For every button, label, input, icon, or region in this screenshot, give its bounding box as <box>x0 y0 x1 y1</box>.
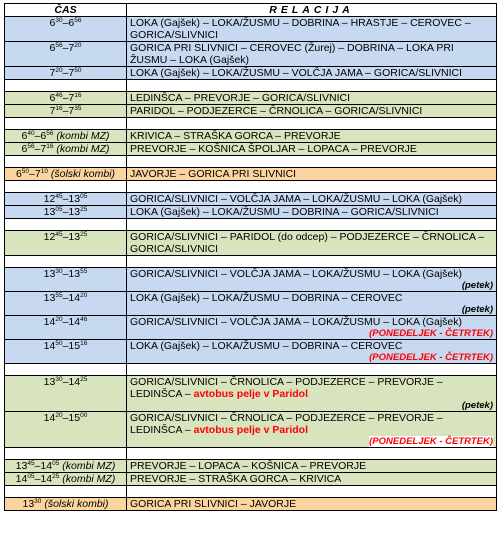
schedule-row <box>5 231 497 256</box>
spacer-row <box>5 181 497 193</box>
route-text: GORICA/SLIVNICI – PARIDOL (do odcep) – PODJEZERCE – ČRNOLICA – GORICA/SLIVNICI <box>127 231 497 256</box>
departure-time: $14^{20}-14^{46}$ <box>5 316 127 340</box>
schedule-row <box>5 193 497 206</box>
departure-time: $6^{46}-7^{16}$ <box>5 92 127 105</box>
time-column-header: ČAS <box>5 4 127 17</box>
route-text: LOKA (Gajšek) – LOKA/ŽUSMU – DOBRINA – HRASTJE – CEROVEC – GORICA/SLIVNICI <box>127 17 497 42</box>
route-text: PREVORJE – KOŠNICA ŠPOLJAR – LOPACA – PREVORJE <box>127 143 497 156</box>
spacer-row <box>5 364 497 376</box>
schedule-row <box>5 292 497 316</box>
departure-time: $6^{50}-7^{10}$ (šolski kombi) <box>5 168 127 181</box>
spacer-row <box>5 118 497 130</box>
departure-time: $6^{30}-6^{56}$ <box>5 17 127 42</box>
spacer-row <box>5 80 497 92</box>
spacer-row <box>5 219 497 231</box>
route-text: KRIVICA – STRAŠKA GORCA – PREVORJE <box>127 130 497 143</box>
route-cell <box>127 268 497 292</box>
spacer-row <box>5 156 497 168</box>
schedule-row <box>5 42 497 67</box>
departure-time: $14^{50}-15^{16}$ <box>5 340 127 364</box>
day-tag: (petek) <box>461 304 493 315</box>
route-text: LOKA (Gajšek) – LOKA/ŽUSMU – DOBRINA – CEROVEC <box>130 292 403 304</box>
route-text: GORICA/SLIVNICI – VOLČJA JAMA – LOKA/ŽUSMU – LOKA (Gajšek) <box>127 193 497 206</box>
schedule-row <box>5 143 497 156</box>
departure-time: $13^{30}$ (šolski kombi) <box>5 498 127 511</box>
day-tag: (PONEDELJEK - ČETRTEK) <box>369 352 493 363</box>
route-text: GORICA/SLIVNICI – ČRNOLICA – PODJEZERCE – PREVORJE – LEDINŠCA – <box>130 412 443 436</box>
route-cell <box>127 292 497 316</box>
route-text: LOKA (Gajšek) – LOKA/ŽUSMU – DOBRINA – CEROVEC <box>130 340 403 352</box>
departure-time: $6^{40}-6^{56}$ (kombi MZ) <box>5 130 127 143</box>
departure-time: $13^{55}-14^{20}$ <box>5 292 127 316</box>
route-column-header: RELACIJA <box>127 4 497 17</box>
day-tag: (petek) <box>461 280 493 291</box>
schedule-row <box>5 376 497 412</box>
route-text: PREVORJE – LOPACA – KOŠNICA – PREVORJE <box>127 460 497 473</box>
route-cell <box>127 412 497 448</box>
schedule-row <box>5 340 497 364</box>
schedule-row <box>5 316 497 340</box>
route-text: PARIDOL – PODJEZERCE – ČRNOLICA – GORICA/SLIVNICI <box>127 105 497 118</box>
route-cell <box>127 340 497 364</box>
route-highlight: avtobus pelje v Paridol <box>193 424 308 436</box>
day-tag: (PONEDELJEK - ČETRTEK) <box>369 328 493 339</box>
route-text: GORICA/SLIVNICI – VOLČJA JAMA – LOKA/ŽUSMU – LOKA (Gajšek) <box>130 316 463 328</box>
route-text: GORICA/SLIVNICI – ČRNOLICA – PODJEZERCE – PREVORJE – LEDINŠCA – <box>130 376 443 400</box>
departure-time: $6^{56}-7^{20}$ <box>5 42 127 67</box>
departure-time: $13^{45}-14^{05}$ (kombi MZ) <box>5 460 127 473</box>
schedule-row <box>5 105 497 118</box>
schedule-row <box>5 168 497 181</box>
schedule-row <box>5 268 497 292</box>
bus-schedule-table <box>4 3 497 511</box>
day-tag: (PONEDELJEK - ČETRTEK) <box>369 436 493 447</box>
route-highlight: avtobus pelje v Paridol <box>193 388 308 400</box>
route-text: PREVORJE – STRAŠKA GORCA – KRIVICA <box>127 473 497 486</box>
day-tag: (petek) <box>461 400 493 411</box>
departure-time: $13^{30}-13^{55}$ <box>5 268 127 292</box>
departure-time: $14^{05}-14^{25}$ (kombi MZ) <box>5 473 127 486</box>
route-cell <box>127 376 497 412</box>
departure-time: $12^{45}-13^{05}$ <box>5 193 127 206</box>
route-text: GORICA PRI SLIVNICI – CEROVEC (Žurej) – DOBRINA – LOKA PRI ŽUSMU – LOKA (Gajšek) <box>127 42 497 67</box>
route-text: GORICA/SLIVNICI – VOLČJA JAMA – LOKA/ŽUSMU – LOKA (Gajšek) <box>130 268 463 280</box>
route-cell <box>127 316 497 340</box>
schedule-row <box>5 473 497 486</box>
departure-time: $13^{05}-13^{25}$ <box>5 206 127 219</box>
header-row <box>5 4 497 17</box>
schedule-row <box>5 206 497 219</box>
spacer-row <box>5 256 497 268</box>
route-text: LOKA (Gajšek) – LOKA/ŽUSMU – VOLČJA JAMA – GORICA/SLIVNICI <box>127 67 497 80</box>
route-text: LOKA (Gajšek) – LOKA/ŽUSMU – DOBRINA – GORICA/SLIVNICI <box>127 206 497 219</box>
schedule-row <box>5 130 497 143</box>
schedule-row <box>5 92 497 105</box>
schedule-row <box>5 498 497 511</box>
departure-time: $6^{56}-7^{16}$ (kombi MZ) <box>5 143 127 156</box>
spacer-row <box>5 448 497 460</box>
departure-time: $14^{20}-15^{00}$ <box>5 412 127 448</box>
departure-time: $12^{45}-13^{25}$ <box>5 231 127 256</box>
departure-time: $13^{30}-14^{25}$ <box>5 376 127 412</box>
schedule-row <box>5 17 497 42</box>
route-text: GORICA PRI SLIVNICI – JAVORJE <box>127 498 497 511</box>
departure-time: $7^{20}-7^{50}$ <box>5 67 127 80</box>
departure-time: $7^{16}-7^{35}$ <box>5 105 127 118</box>
schedule-row <box>5 460 497 473</box>
spacer-row <box>5 486 497 498</box>
schedule-row <box>5 412 497 448</box>
route-text: JAVORJE – GORICA PRI SLIVNICI <box>127 168 497 181</box>
route-text: LEDINŠCA – PREVORJE – GORICA/SLIVNICI <box>127 92 497 105</box>
schedule-row <box>5 67 497 80</box>
